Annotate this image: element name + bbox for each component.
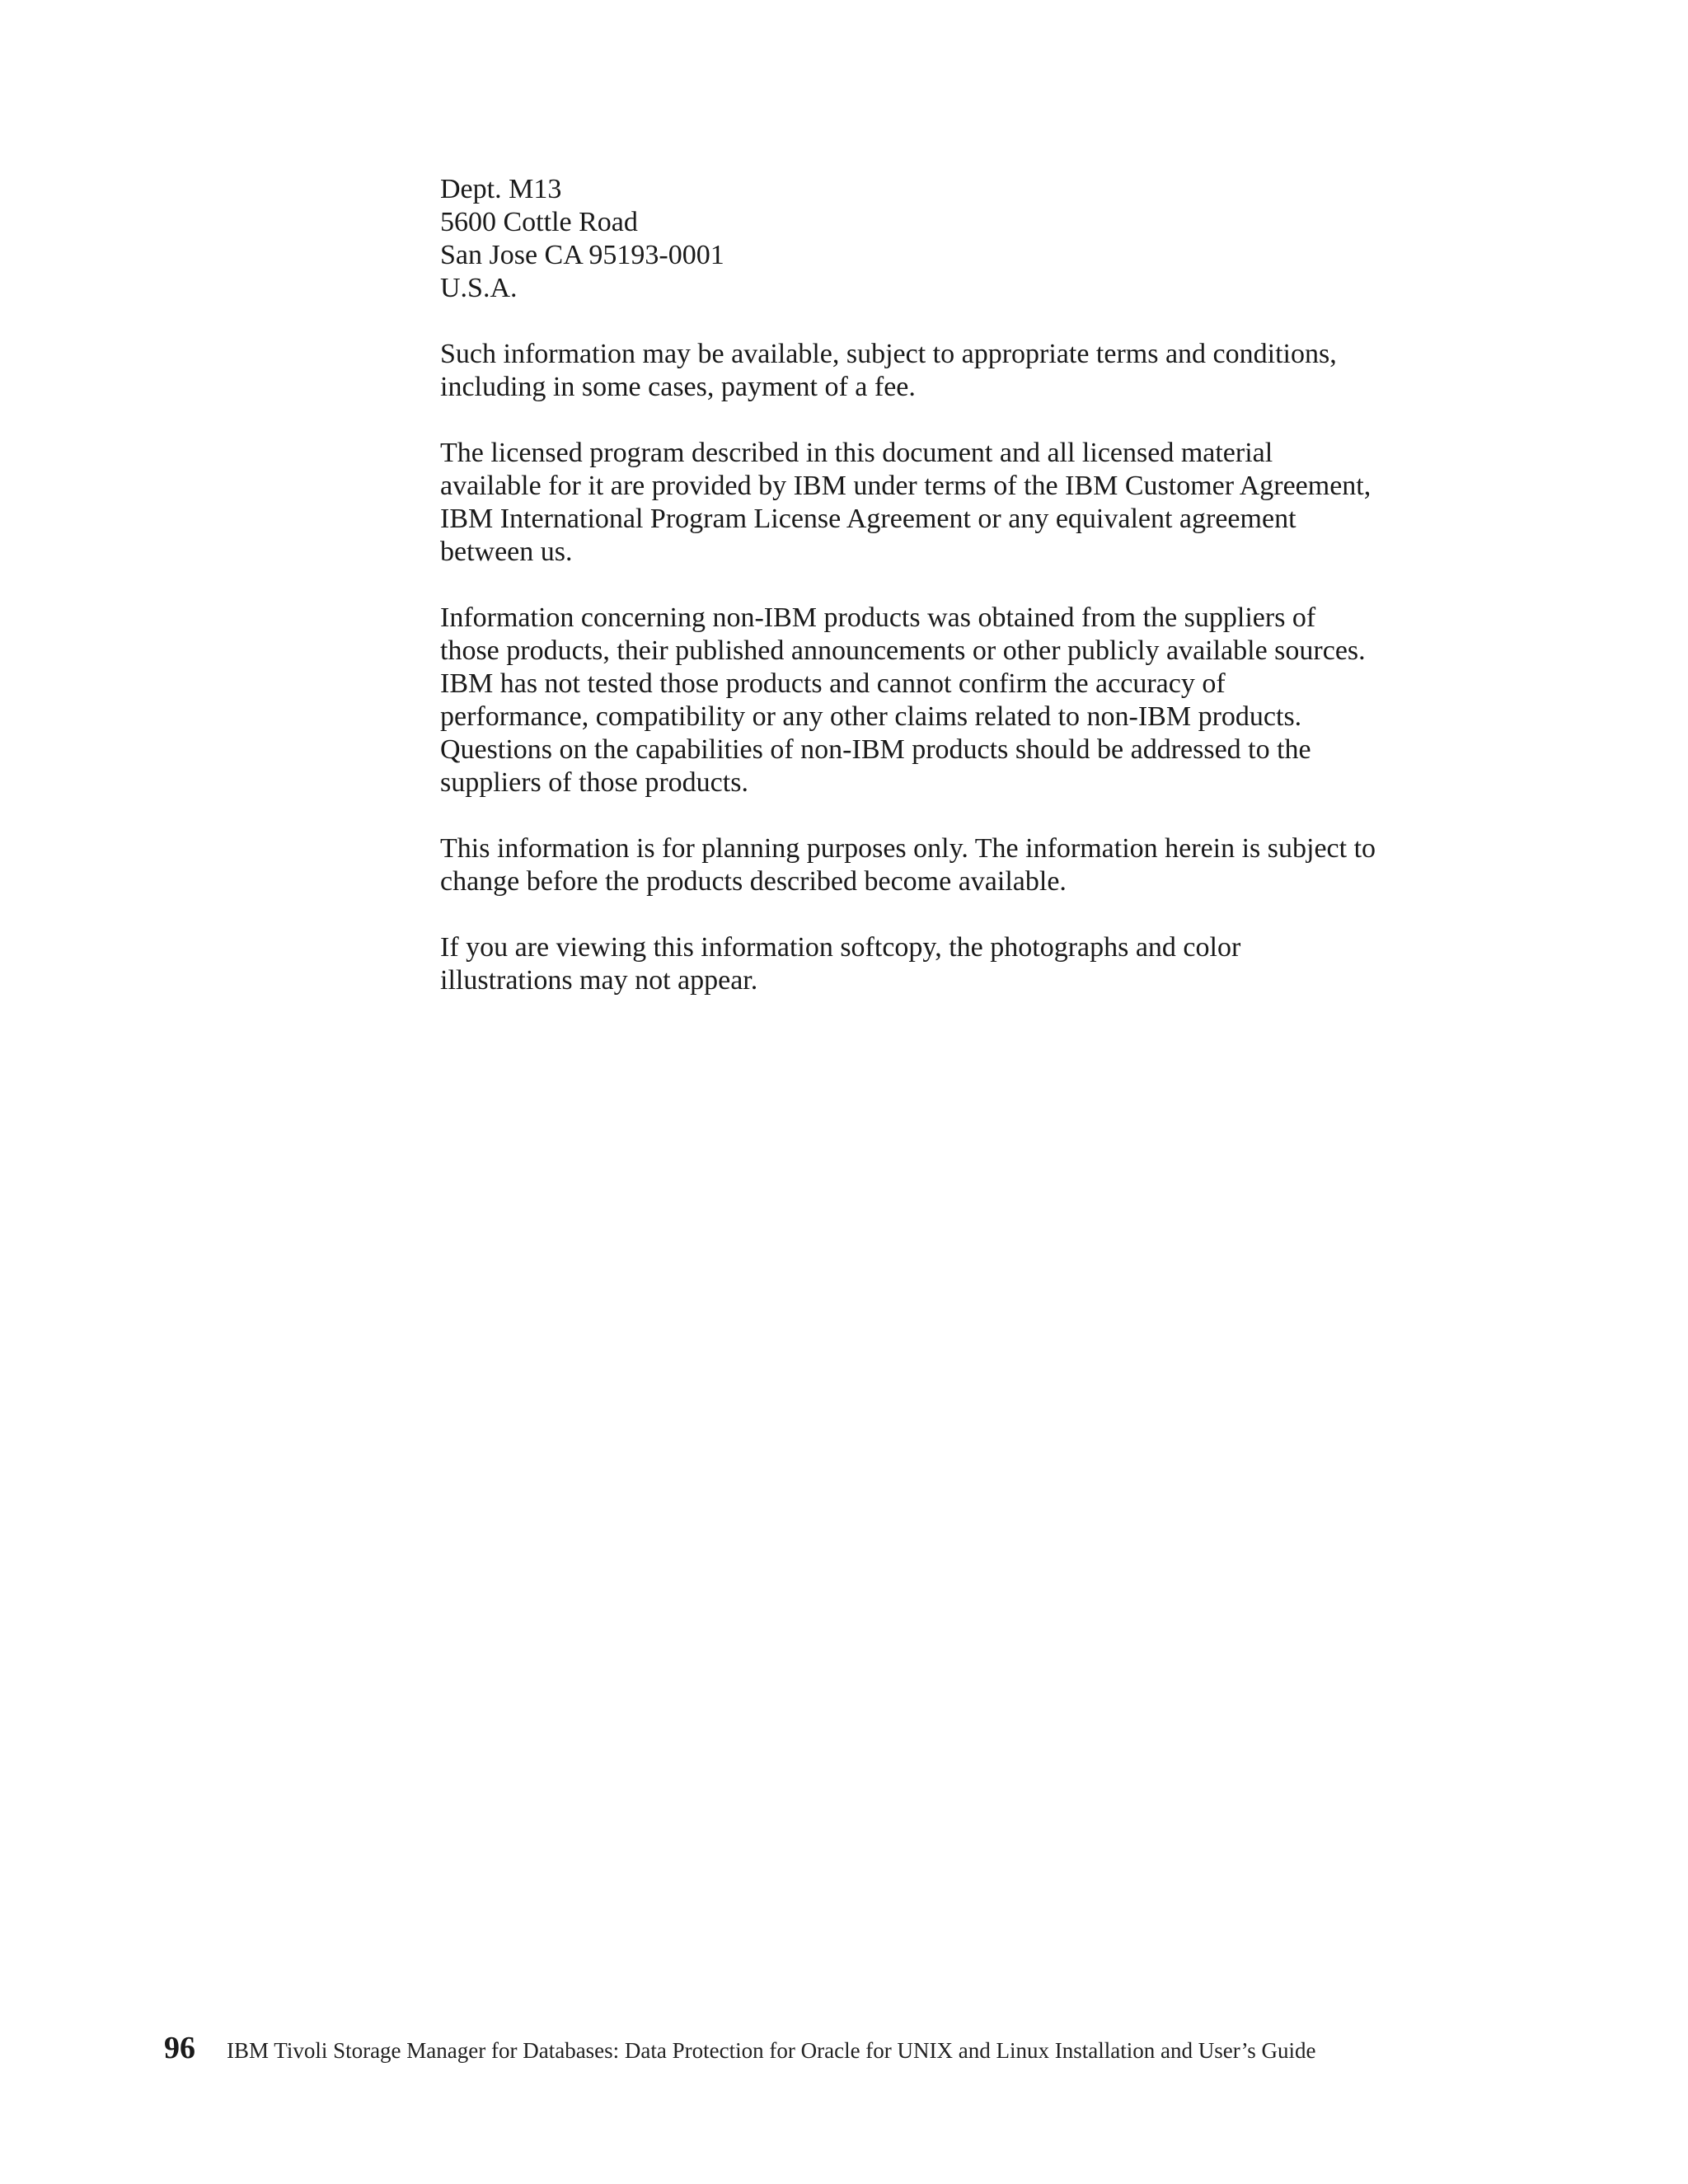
paragraph-line: If you are viewing this information softcopy, the photographs and color	[440, 932, 1241, 963]
paragraph-line: IBM has not tested those products and cannot confirm the accuracy of	[440, 668, 1226, 699]
paragraph-line: change before the products described become available.	[440, 866, 1067, 897]
page-body	[440, 173, 1512, 1030]
paragraph-line: including in some cases, payment of a fee.	[440, 372, 916, 402]
paragraph-softcopy	[440, 931, 1512, 997]
address-line-city: San Jose CA 95193-0001	[440, 240, 724, 270]
paragraph-line: Such information may be available, subject to appropriate terms and conditions,	[440, 339, 1337, 369]
paragraph-non-ibm-products	[440, 602, 1512, 799]
mailing-address	[440, 173, 1512, 305]
paragraph-line: This information is for planning purposes only. The information herein is subject to	[440, 833, 1376, 864]
paragraph-line: between us.	[440, 537, 573, 567]
paragraph-line: The licensed program described in this document and all licensed material	[440, 438, 1273, 468]
paragraph-availability	[440, 338, 1512, 404]
running-title: IBM Tivoli Storage Manager for Databases: Data Protection for Oracle for UNIX and Linux Installation and User’s Guide	[227, 2038, 1316, 2063]
paragraph-line: performance, compatibility or any other claims related to non-IBM products.	[440, 701, 1302, 732]
paragraph-license	[440, 437, 1512, 569]
paragraph-line: IBM International Program License Agreement or any equivalent agreement	[440, 504, 1296, 534]
paragraph-planning-purposes	[440, 832, 1512, 898]
paragraph-line: available for it are provided by IBM under terms of the IBM Customer Agreement,	[440, 471, 1372, 501]
address-line-country: U.S.A.	[440, 273, 518, 303]
address-line-street: 5600 Cottle Road	[440, 207, 638, 237]
paragraph-line: suppliers of those products.	[440, 767, 748, 798]
page-number: 96	[164, 2031, 195, 2065]
paragraph-line: illustrations may not appear.	[440, 965, 758, 996]
page-footer	[164, 2028, 1606, 2068]
address-line-department: Dept. M13	[440, 174, 562, 204]
paragraph-line: Questions on the capabilities of non-IBM products should be addressed to the	[440, 734, 1311, 765]
paragraph-line: Information concerning non-IBM products was obtained from the suppliers of	[440, 602, 1316, 633]
paragraph-line: those products, their published announcements or other publicly available sources.	[440, 635, 1366, 666]
